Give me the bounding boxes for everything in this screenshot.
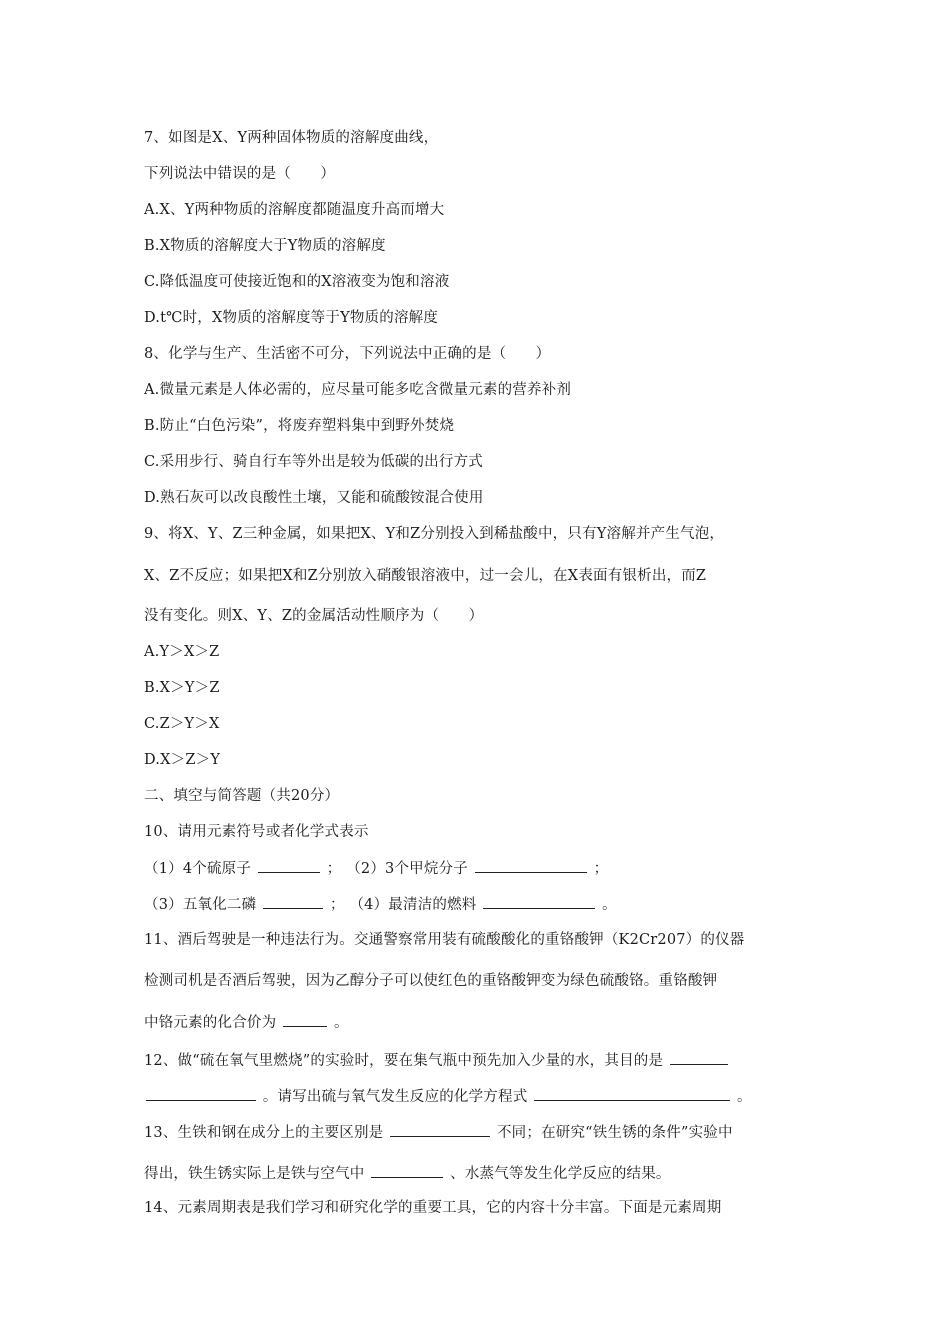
q11-line2: 检测司机是否酒后驾驶，因为乙醇分子可以使红色的重铬酸钾变为绿色硫酸铬。重铬酸钾: [144, 973, 718, 989]
q12-line2-end: 。: [737, 1089, 752, 1105]
q9-stem-line2: X、Z不反应；如果把X和Z分别放入硝酸银溶液中，过一会儿，在X表面有银析出，而Z: [144, 568, 707, 584]
q13-line2: [144, 1163, 671, 1184]
q12-blank-1a[interactable]: [670, 1050, 728, 1065]
q12-blank-1b[interactable]: [146, 1086, 256, 1101]
q7-stem-line1: 7、如图是X、Y两种固体物质的溶解度曲线，: [144, 130, 439, 146]
q12-blank-2[interactable]: [534, 1086, 730, 1101]
q12-line2: [144, 1086, 752, 1107]
q10-part1-label: （1）4个硫原子: [144, 861, 252, 877]
q13-blank-1[interactable]: [390, 1122, 490, 1137]
q10-part3-label: （3）五氧化二磷: [144, 897, 257, 913]
q14-line1: 14、元素周期表是我们学习和研究化学的重要工具，它的内容十分丰富。下面是元素周期: [144, 1200, 722, 1216]
q10-part1-sep: ；: [326, 861, 342, 877]
q10-part2-label: （2）3个甲烷分子: [346, 861, 468, 877]
q7-option-c: C.降低温度可使接近饱和的X溶液变为饱和溶液: [144, 274, 450, 290]
q7-option-a: A.X、Y两种物质的溶解度都随温度升高而增大: [144, 202, 445, 218]
q9-option-b: B.X＞Y＞Z: [144, 680, 220, 696]
q10-row1: [144, 858, 608, 879]
q12-line1-text: 12、做“硫在氧气里燃烧”的实验时，要在集气瓶中预先加入少量的水，其目的是: [144, 1053, 664, 1069]
q10-stem: 10、请用元素符号或者化学式表示: [144, 824, 369, 840]
q13-line1-text-b: 不同；在研究“铁生锈的条件”实验中: [496, 1125, 733, 1141]
q10-part3-sep: ；: [329, 897, 345, 913]
q13-line1-text-a: 13、生铁和钢在成分上的主要区别是: [144, 1125, 384, 1141]
q7-option-d: D.t℃时，X物质的溶解度等于Y物质的溶解度: [144, 310, 439, 326]
q10-part4-end: 。: [602, 897, 617, 913]
q10-part3-blank[interactable]: [263, 894, 323, 909]
q7-option-b: B.X物质的溶解度大于Y物质的溶解度: [144, 238, 386, 254]
q10-part1-blank[interactable]: [258, 858, 320, 873]
q8-option-a: A.微量元素是人体必需的，应尽量可能多吃含微量元素的营养补剂: [144, 382, 572, 398]
q13-line2-text-a: 得出，铁生锈实际上是铁与空气中: [144, 1166, 365, 1182]
q8-option-c: C.采用步行、骑自行车等外出是较为低碳的出行方式: [144, 454, 483, 470]
q11-line3-end: 。: [333, 1015, 349, 1031]
q13-blank-2[interactable]: [371, 1163, 443, 1178]
section-heading: 二、填空与简答题（共20分）: [144, 788, 340, 804]
q10-part4-blank[interactable]: [483, 894, 595, 909]
q9-stem-line3: 没有变化。则X、Y、Z的金属活动性顺序为（ ）: [144, 608, 484, 624]
q11-line3: [144, 1012, 349, 1033]
q10-part2-end: ；: [593, 861, 609, 877]
q9-stem-line1: 9、将X、Y、Z三种金属，如果把X、Y和Z分别投入到稀盐酸中，只有Y溶解并产生气泡，: [144, 526, 725, 542]
q11-line1: 11、酒后驾驶是一种违法行为。交通警察常用装有硫酸酸化的重铬酸钾（K2Cr207）的仪器: [144, 932, 745, 948]
q11-line3-text: 中铬元素的化合价为: [144, 1015, 277, 1031]
q13-line1: [144, 1122, 733, 1143]
q9-option-c: C.Z＞Y＞X: [144, 716, 220, 732]
q7-stem-line2: 下列说法中错误的是（ ）: [144, 166, 336, 182]
q10-part2-blank[interactable]: [475, 858, 587, 873]
q8-stem: 8、化学与生产、生活密不可分，下列说法中正确的是（ ）: [144, 346, 551, 362]
q9-option-d: D.X＞Z＞Y: [144, 752, 221, 768]
q10-row2: [144, 894, 617, 915]
q9-option-a: A.Y＞X＞Z: [144, 644, 220, 660]
q13-line2-text-b: 、水蒸气等发生化学反应的结果。: [450, 1166, 671, 1182]
q8-option-b: B.防止“白色污染”，将废弃塑料集中到野外焚烧: [144, 418, 455, 434]
q10-part4-label: （4）最清洁的燃料: [349, 897, 477, 913]
q8-option-d: D.熟石灰可以改良酸性土壤，又能和硫酸铵混合使用: [144, 490, 484, 506]
q12-line1: [144, 1050, 730, 1071]
q12-line2-text: 。请写出硫与氧气发生反应的化学方程式: [262, 1089, 528, 1105]
q11-blank[interactable]: [283, 1012, 327, 1027]
